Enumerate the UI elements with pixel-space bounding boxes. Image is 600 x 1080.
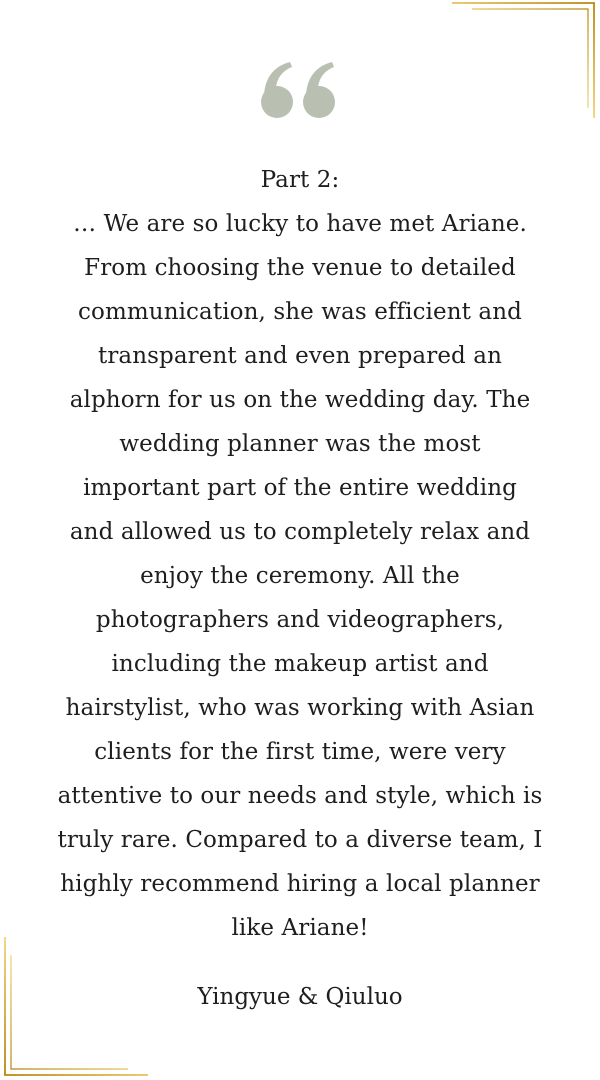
- testimonial-line: … We are so lucky to have met Ariane.: [73, 211, 527, 237]
- testimonial-line: hairstylist, who was working with Asian: [65, 695, 535, 721]
- testimonial-line: alphorn for us on the wedding day. The: [69, 387, 531, 413]
- testimonial-line: wedding planner was the most: [119, 431, 481, 457]
- testimonial-line: Part 2:: [260, 167, 340, 193]
- testimonial-line: photographers and videographers,: [95, 607, 505, 633]
- testimonial-text: [28, 158, 572, 950]
- testimonial-line: truly rare. Compared to a diverse team, I: [57, 827, 543, 853]
- testimonial-line: highly recommend hiring a local planner: [60, 871, 540, 897]
- testimonial-line: attentive to our needs and style, which is: [57, 783, 543, 809]
- testimonial-line: communication, she was efficient and: [78, 299, 522, 325]
- testimonial-line: including the makeup artist and: [111, 651, 489, 677]
- testimonial-line: From choosing the venue to detailed: [84, 255, 516, 281]
- testimonial-line: important part of the entire wedding: [83, 475, 517, 501]
- testimonial-line: enjoy the ceremony. All the: [140, 563, 460, 589]
- testimonial-line: like Ariane!: [231, 915, 369, 941]
- testimonial-line: and allowed us to completely relax and: [69, 519, 531, 545]
- testimonial-line: transparent and even prepared an: [97, 343, 502, 369]
- left-double-quote-icon: [0, 48, 600, 138]
- testimonial-line: clients for the first time, were very: [94, 739, 506, 765]
- testimonial-signature: Yingyue & Qiuluo: [197, 984, 403, 1010]
